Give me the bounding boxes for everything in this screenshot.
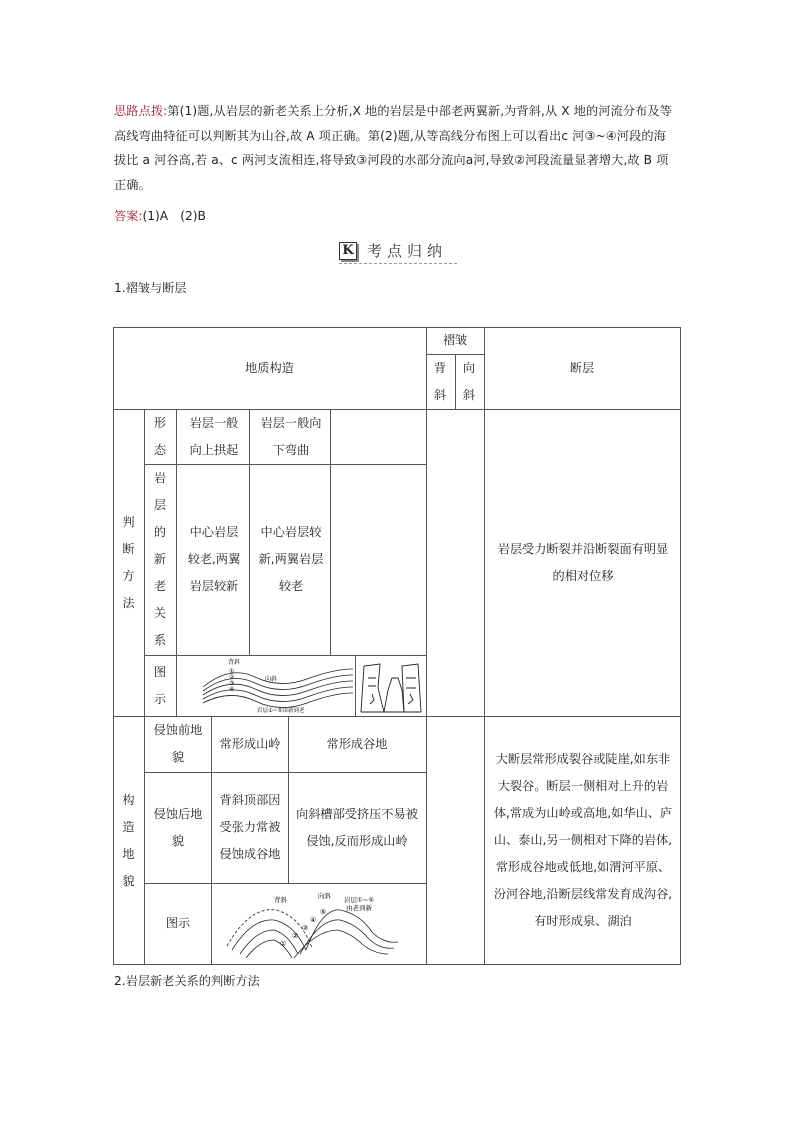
fig2-layer-1: ① bbox=[280, 940, 287, 948]
landform-diagram bbox=[222, 886, 422, 962]
age-syncline: 中心岩层较新,两翼岩层较老 bbox=[258, 525, 324, 593]
fig1-layer-3: ③ bbox=[229, 680, 235, 687]
age-label: 岩层的新老关系 bbox=[153, 471, 167, 647]
age-anticline: 中心岩层较老,两翼岩层较新 bbox=[187, 525, 241, 593]
shape-label: 形态 bbox=[153, 415, 167, 457]
judge-method-label: 判断方法 bbox=[122, 514, 135, 610]
after-syncline: 向斜槽部受挤压不易被侵蚀,反而形成山岭 bbox=[296, 806, 418, 848]
fig2-syncline-label: 向斜 bbox=[318, 892, 331, 900]
before-syncline: 常形成谷地 bbox=[326, 736, 388, 751]
section-badge bbox=[339, 239, 457, 264]
section-title: 考点归纳 bbox=[367, 242, 448, 260]
header-syncline: 向斜 bbox=[462, 360, 476, 402]
header-fault: 断层 bbox=[569, 360, 595, 375]
fig1-layer-2: ② bbox=[229, 674, 235, 681]
answer bbox=[114, 207, 206, 224]
fig1-caption: 岩层①~⑤由新到老 bbox=[257, 708, 305, 714]
fig1-anticline-label: 背斜 bbox=[228, 659, 241, 666]
fig1-layer-4: ④ bbox=[229, 686, 235, 693]
analysis-label: 思路点拨: bbox=[114, 104, 168, 118]
heading-fold-fault: 1.褶皱与断层 bbox=[114, 281, 187, 295]
fig1-layer-1: ① bbox=[229, 668, 235, 675]
fig2-caption-1: 岩层①~⑤ bbox=[344, 896, 375, 904]
header-anticline: 背斜 bbox=[433, 360, 447, 402]
analysis-line-1: 思路点拨:第(1)题,从岩层的新老关系上分析,X 地的岩层是中部老两翼新,为背斜,从 X 地的河流分布及等 bbox=[114, 104, 672, 118]
k-badge-icon: K bbox=[339, 242, 357, 260]
before-anticline: 常形成山岭 bbox=[219, 736, 281, 751]
header-fold: 褶皱 bbox=[442, 333, 468, 347]
answer-text: (1)A (2)B bbox=[142, 209, 206, 223]
judge-figure-label: 图示 bbox=[153, 664, 167, 706]
heading-age-method: 2.岩层新老关系的判断方法 bbox=[114, 974, 260, 988]
answer-label: 答案: bbox=[114, 209, 143, 223]
landform-label: 构造地貌 bbox=[122, 792, 135, 888]
header-structure: 地质构造 bbox=[245, 360, 294, 375]
shape-syncline: 岩层一般向下弯曲 bbox=[260, 415, 322, 457]
fig2-layer-4: ④ bbox=[310, 916, 317, 924]
fault-landform-desc: 大断层常形成裂谷或陡崖,如东非大裂谷。断层一侧相对上升的岩体,常成为山岭或高地,如华山、庐山、泰山,另一侧相对下降的岩体,常形成谷地或低地,如渭河平原、汾河谷地,沿断层线常发育成沟谷,有时形成泉、湖泊 bbox=[493, 752, 673, 928]
analysis-line-4: 正确。 bbox=[114, 177, 151, 192]
fig1-syncline-label: 向斜 bbox=[265, 676, 278, 683]
analysis-line-3: 拔比 a 河谷高,若 a、c 两河支流相连,将导致③河段的水部分流向a河,导致②河段流量显著增大,故 B 项 bbox=[114, 153, 669, 167]
fold-diagram bbox=[195, 657, 355, 715]
fig2-layer-2: ② bbox=[292, 932, 299, 940]
landform-figure-label: 图示 bbox=[165, 916, 191, 930]
analysis-paragraph bbox=[114, 99, 684, 197]
after-label: 侵蚀后地貌 bbox=[153, 806, 203, 848]
analysis-line-2: 高线弯曲特征可以判断其为山谷,故 A 项正确。第(2)题,从等高线分布图上可以看出c 河③~④河段的海 bbox=[114, 128, 666, 143]
shape-anticline: 岩层一般向上拱起 bbox=[189, 415, 239, 457]
fig2-layer-3: ③ bbox=[302, 924, 309, 932]
fig2-layer-5: ⑤ bbox=[320, 908, 327, 916]
fig2-caption-2: 由老到新 bbox=[346, 904, 372, 912]
fault-diagram bbox=[358, 658, 424, 714]
before-label: 侵蚀前地貌 bbox=[153, 723, 203, 764]
after-anticline: 背斜顶部因受张力常被侵蚀成谷地 bbox=[219, 793, 281, 861]
fig2-anticline-label: 背斜 bbox=[274, 896, 287, 904]
fault-judge-desc: 岩层受力断裂并沿断裂面有明显的相对位移 bbox=[497, 541, 669, 583]
